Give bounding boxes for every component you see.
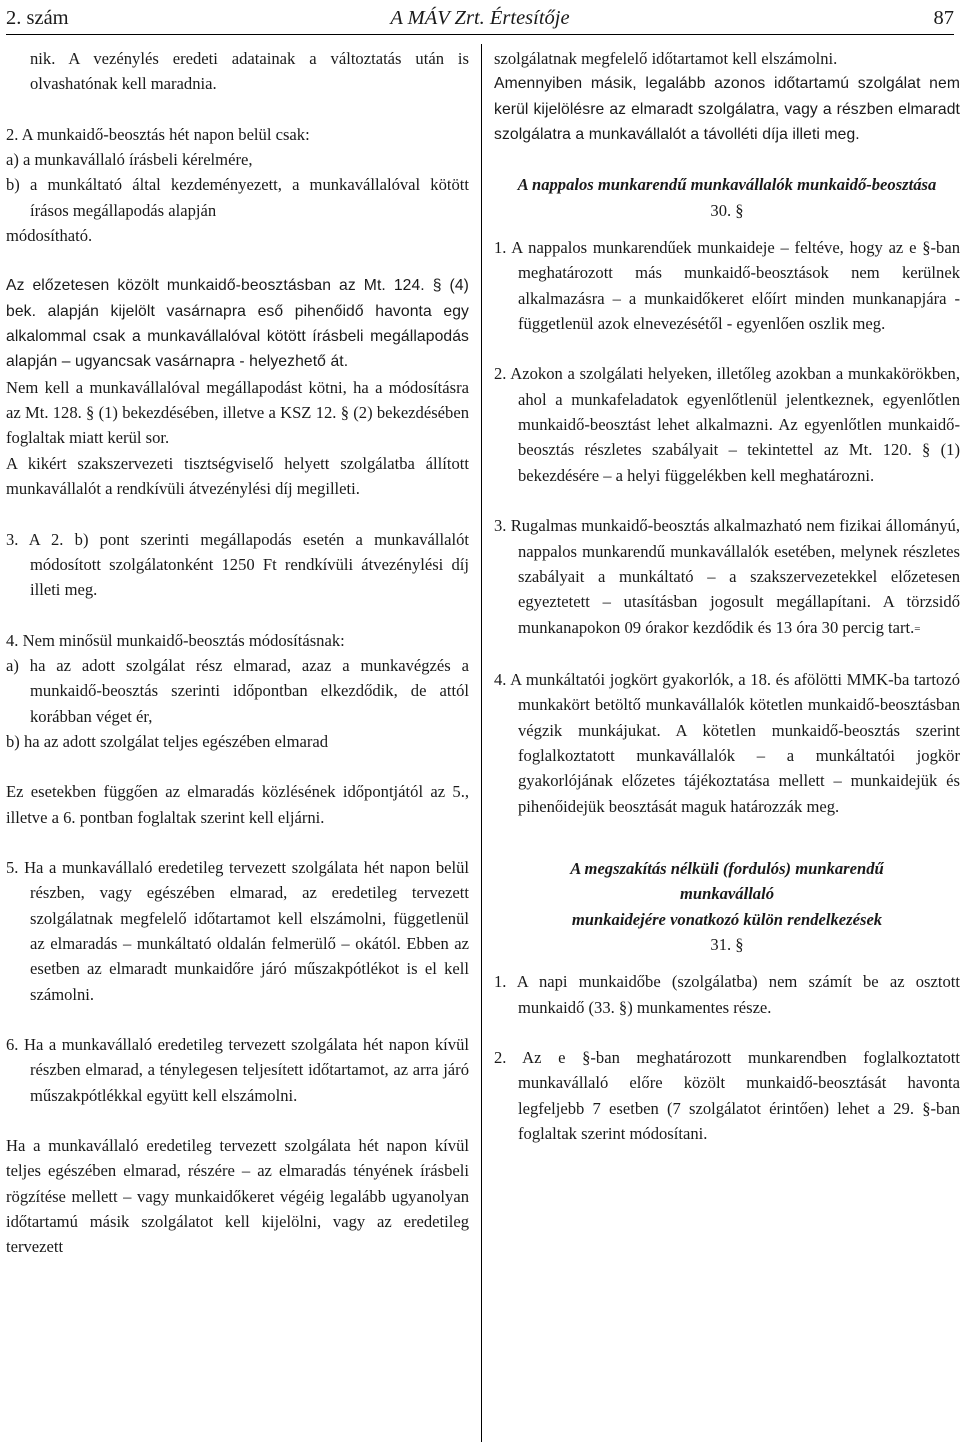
item-3: 3. A 2. b) pont szerinti megállapodás esetén a munkavállalót módosított szolgálatonként 1250 Ft rendkívüli átvezénylési díj illeti meg. <box>6 529 469 600</box>
item-6: 6. Ha a munkavállaló eredetileg tervezett szolgálata hét napon kívül részben elmarad, a ténylegesen teljesített időtartamot, az arra járó műszakpótlékkal együtt kell elszámolni. <box>6 1035 469 1105</box>
page-number: 87 <box>933 7 954 29</box>
section-31-item-1: 1. A napi munkaidőbe (szolgálatba) nem számít be az osztott munkaidő (33. §) munkamentes része. <box>494 972 960 1017</box>
item-2-b: b) a munkáltató által kezdeményezett, a munkavállalóval kötött írásos megállapodás alapján <box>6 175 469 220</box>
paragraph-these-cases: Ez esetekben függően az elmaradás közlésének időpontjától az 5., illetve a 6. pontban foglaltak szerint kell eljárni. <box>6 782 469 827</box>
item-4-intro: 4. Nem minősül munkaidő-beosztás módosításnak: <box>6 630 345 650</box>
paragraph-absence-fee: Amennyiben másik, legalább azonos időtartamú szolgálat nem kerül kijelölésre az elmaradt szolgálatra, vagy a részben elmaradt szolgálatra a munkavállalót a távolléti díja illeti meg. <box>494 75 960 144</box>
left-column <box>6 46 469 1260</box>
item-2-a: a) a munkavállaló írásbeli kérelmére, <box>6 150 253 170</box>
revision-mark: = <box>914 622 921 635</box>
item-4-b: b) ha az adott szolgálat teljes egészében elmarad <box>6 731 329 751</box>
column-divider <box>481 44 482 1442</box>
paragraph-sunday-rest: Az előzetesen közölt munkaidő-beosztásban az Mt. 124. § (4) bek. alapján kijelölt vasárnapra eső pihenőidő havonta egy alkalommal csak a munkavállalóval kötött írásbeli megállapodás alapján – ugyancsak vasárnapra - helyezhető át. <box>6 277 469 371</box>
section-30-item-4: 4. A munkáltatói jogkört gyakorlók, a 18. és afölötti MMK-ba tartozó munkakört betöltő munkavállalók kötetlen munkaidő-beosztásban végzik munkájukat. A kötetlen munkaidő-beosztás szerint foglalkoztatott munkavállalók – a munkáltatói jogkör gyakorlójának előzetes tájékoztatása mellett – munkaidejük és pihenőidejük beosztását maguk határozzák meg. <box>494 669 960 816</box>
section-30-item-2: 2. Azokon a szolgálati helyeken, illetőleg azokban a munkakörökben, ahol a munkafeladatok egyenlőtlenül jelentkeznek, egyenlőtlen munkaidő-beosztást lehet alkalmazni. Az egyenlőtlen munkaidő-beosztás részletes szabályait – tekintettel az Mt. 120. § (1) bekezdésére – a helyi függelékben kell meghatározni. <box>494 364 960 485</box>
item-4-a: a) ha az adott szolgálat rész elmarad, azaz a munkavégzés a munkaidő-beosztás szerinti időpontban elkezdődik, de attól korábban véget ér, <box>6 655 469 726</box>
item-5: 5. Ha a munkavállaló eredetileg tervezett szolgálata hét napon belül részben, vagy egészében elmarad, az eredetileg tervezett szolgálatnak megfelelő időtartamot kell elszámolni, függetlenül az elmaradás – munkáltató oldalán felmerülő – okától. Ebben az esetben az elmaradt munkaidőre járó műszakpótlékot is el kell számolni. <box>6 857 469 1004</box>
paragraph-continuation: nik. A vezénylés eredeti adatainak a változtatás után is olvashatónak kell maradnia. <box>30 49 469 94</box>
paragraph-outside-week: Ha a munkavállaló eredetileg tervezett szolgálata hét napon kívül teljes egészében elmarad, részére – az elmaradás tényének írásbeli rögzítése mellett – vagy munkaidőkeret végéig legalább ugyanolyan időtartamú másik szolgálatot kell kijelölni, vagy az eredetileg tervezett <box>6 1136 469 1257</box>
section-30-item-1: 1. A nappalos munkarendűek munkaideje – feltéve, hogy az e §-ban meghatározott más munkaidő-beosztások nem kerülnek alkalmazásra – a munkaidőkeret előírt minden munkanapjára - függetlenül azok elnevezésétől - egyenlően oszlik meg. <box>494 238 960 334</box>
page-header <box>6 4 954 35</box>
right-column <box>494 46 960 1146</box>
paragraph-continuation-right: szolgálatnak megfelelő időtartamot kell elszámolni. <box>494 49 838 68</box>
section-30-item-3 <box>494 513 960 642</box>
section-31-number: 31. § <box>710 934 744 954</box>
section-30-item-3-text: 3. Rugalmas munkaidő-beosztás alkalmazható nem fizikai állományú, nappalos munkarendű munkavállalók esetében, melynek részletes szabályait a munkáltató – a szakszervezetekkel előzetesen egyeztetett – utasításban jogosult megállapítani. A törzsidő munkanapokon 09 órakor kezdődik és 13 óra 30 percig tart. <box>494 516 960 637</box>
section-31-title-line-2: munkaidejére vonatkozó külön rendelkezések <box>571 909 883 929</box>
section-31-item-2: 2. Az e §-ban meghatározott munkarendben foglalkoztatott munkavállaló előre közölt munkaidő-beosztását havonta legfeljebb 7 esetben (7 szolgálatot érintően) lehet a 29. §-ban foglaltak szerint módosítani. <box>494 1048 960 1144</box>
section-31-title-line-1: A megszakítás nélküli (fordulós) munkarendű munkavállaló <box>570 858 884 904</box>
section-30-number: 30. § <box>710 200 744 220</box>
paragraph-union-officer: A kikért szakszervezeti tisztségviselő helyett szolgálatba állított munkavállalót a rendkívüli átvezénylési díj megilleti. <box>6 453 469 499</box>
publication-title: A MÁV Zrt. Értesítője <box>390 7 570 29</box>
paragraph-no-agreement: Nem kell a munkavállalóval megállapodást kötni, ha a módosításra az Mt. 128. § (1) bekezdésében, illetve a KSZ 12. § (2) bekezdésében foglaltak miatt kerül sor. <box>6 377 469 448</box>
issue-number: 2. szám <box>6 7 69 29</box>
item-2-intro: 2. A munkaidő-beosztás hét napon belül csak: <box>6 124 310 144</box>
section-30-title: A nappalos munkarendű munkavállalók munkaidő-beosztása <box>517 175 937 195</box>
item-2-end: módosítható. <box>6 226 93 246</box>
